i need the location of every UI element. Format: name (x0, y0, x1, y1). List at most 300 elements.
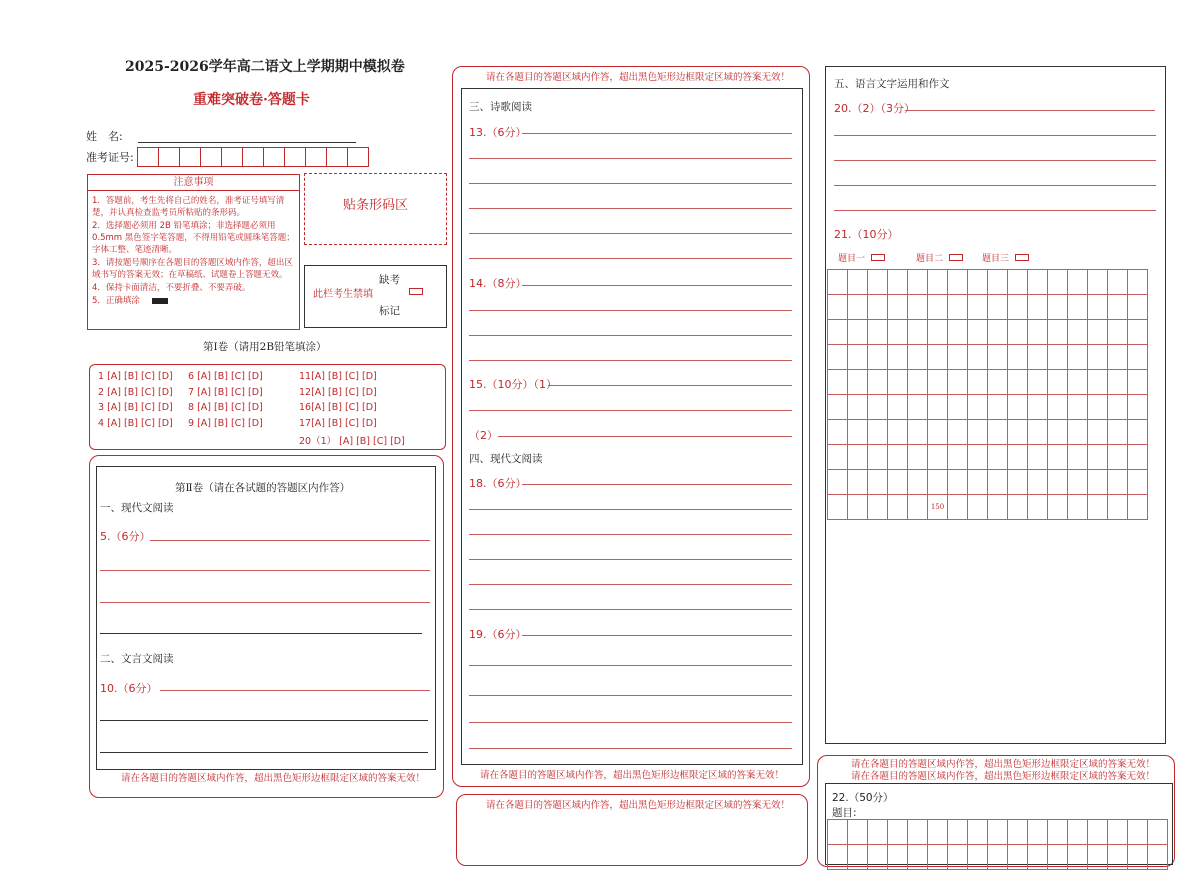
grid-cell[interactable] (1028, 295, 1048, 320)
grid-cell[interactable] (1068, 845, 1088, 870)
filled-mark-sample (152, 298, 168, 304)
absent-text: 缺考 (379, 274, 400, 286)
question-label: 21.（10分） (834, 228, 899, 241)
answer-line[interactable] (834, 160, 1156, 161)
grid-cell[interactable] (948, 495, 968, 520)
grid-cell[interactable] (868, 345, 888, 370)
answer-line[interactable] (522, 285, 792, 286)
grid-cell[interactable] (828, 395, 848, 420)
grid-cell[interactable] (908, 270, 928, 295)
grid-cell[interactable] (908, 295, 928, 320)
answer-line[interactable] (469, 509, 792, 510)
mark-text: 标记 (379, 305, 400, 317)
part1-title: 第Ⅰ卷（请用2B铅笔填涂） (203, 341, 327, 353)
grid-cell[interactable] (848, 320, 868, 345)
grid-cell[interactable] (868, 420, 888, 445)
grid-cell[interactable] (848, 295, 868, 320)
grid-cell[interactable] (1108, 470, 1128, 495)
grid-cell[interactable] (1008, 820, 1028, 845)
grid-cell[interactable] (928, 420, 948, 445)
grid-cell[interactable] (1028, 495, 1048, 520)
grid-cell[interactable] (828, 470, 848, 495)
answer-line[interactable] (150, 540, 430, 541)
grid-cell[interactable] (968, 270, 988, 295)
topic-option-label: 题目三 (982, 254, 1010, 264)
grid-cell[interactable] (848, 270, 868, 295)
answer-line[interactable] (469, 258, 792, 259)
grid-cell[interactable] (1028, 420, 1048, 445)
topic-label: 题目: (832, 807, 857, 819)
notice-box (87, 174, 300, 330)
grid-cell[interactable] (1108, 370, 1128, 395)
grid-cell[interactable] (1068, 370, 1088, 395)
grid-cell[interactable] (1008, 445, 1028, 470)
absent-checkbox[interactable] (409, 288, 423, 295)
grid-cell[interactable] (1108, 320, 1128, 345)
grid-cell[interactable] (908, 470, 928, 495)
grid-cell[interactable] (1108, 495, 1128, 520)
topic-checkbox[interactable] (871, 254, 885, 261)
grid-cell[interactable] (868, 295, 888, 320)
grid-cell[interactable] (1048, 295, 1068, 320)
grid-cell[interactable] (1048, 420, 1068, 445)
grid-cell[interactable] (888, 370, 908, 395)
absent-mark-box (304, 265, 447, 328)
grid-cell[interactable] (908, 420, 928, 445)
answer-line[interactable] (100, 720, 428, 721)
answer-line[interactable] (469, 310, 792, 311)
mc-row[interactable]: 3 [A] [B] [C] [D] (98, 402, 173, 413)
answer-line[interactable] (100, 633, 422, 634)
mc-col-3 (299, 371, 405, 449)
boundary-warning: 请在各题目的答题区域内作答，超出黑色矩形边框限定区域的答案无效！ (851, 759, 1156, 770)
grid-cell[interactable] (968, 495, 988, 520)
grid-cell[interactable] (968, 470, 988, 495)
answer-line[interactable] (469, 534, 792, 535)
grid-cell[interactable] (888, 395, 908, 420)
grid-cell[interactable] (848, 420, 868, 445)
answer-line[interactable] (469, 722, 792, 723)
grid-cell[interactable] (908, 495, 928, 520)
grid-cell[interactable] (1048, 495, 1068, 520)
answer-line[interactable] (469, 233, 792, 234)
grid-cell[interactable] (988, 845, 1008, 870)
boundary-warning: 请在各题目的答题区域内作答，超出黑色矩形边框限定区域的答案无效！ (851, 771, 1156, 782)
answer-line[interactable] (469, 208, 792, 209)
grid-cell[interactable] (988, 820, 1008, 845)
grid-cell[interactable] (1088, 820, 1108, 845)
notice-item: 5．正确填涂 (92, 296, 140, 306)
grid-cell[interactable] (1048, 820, 1068, 845)
grid-cell[interactable] (928, 395, 948, 420)
grid-cell[interactable] (1088, 420, 1108, 445)
grid-cell[interactable] (968, 320, 988, 345)
mc-row[interactable]: 12[A] [B] [C] [D] (299, 386, 377, 398)
grid-cell[interactable] (1088, 845, 1108, 870)
grid-cell[interactable] (1048, 470, 1068, 495)
grid-cell[interactable] (988, 495, 1008, 520)
grid-cell[interactable] (1028, 345, 1048, 370)
grid-cell[interactable] (928, 470, 948, 495)
answer-line[interactable] (160, 690, 430, 691)
grid-cell[interactable] (868, 470, 888, 495)
answer-line[interactable] (905, 110, 1155, 111)
grid-cell[interactable] (828, 845, 848, 870)
exam-title: 2025-2026学年高二语文上学期期中模拟卷 (125, 59, 405, 75)
grid-cell[interactable] (988, 320, 1008, 345)
answer-line[interactable] (522, 484, 792, 485)
grid-cell[interactable] (908, 345, 928, 370)
question-label: 13.（6分） (469, 126, 527, 139)
grid-cell[interactable] (1088, 495, 1108, 520)
grid-cell[interactable] (968, 420, 988, 445)
question-label: 14.（8分） (469, 277, 527, 290)
mc-row[interactable]: 6 [A] [B] [C] [D] (188, 371, 263, 382)
boundary-warning: 请在各题目的答题区域内作答，超出黑色矩形边框限定区域的答案无效！ (486, 72, 791, 83)
answer-line[interactable] (469, 609, 792, 610)
grid-cell[interactable] (868, 495, 888, 520)
grid-cell[interactable] (1068, 420, 1088, 445)
question-label: 19.（6分） (469, 628, 527, 641)
exam-no-boxes[interactable] (138, 147, 369, 167)
grid-cell[interactable] (1048, 445, 1068, 470)
grid-cell[interactable] (1068, 345, 1088, 370)
grid-cell[interactable] (1108, 420, 1128, 445)
grid-cell[interactable] (928, 345, 948, 370)
notice-item: 4．保持卡面清洁，不要折叠、不要弄破。 (92, 283, 251, 293)
mc-row[interactable]: 8 [A] [B] [C] [D] (188, 402, 263, 413)
grid-cell[interactable] (828, 345, 848, 370)
answer-line[interactable] (469, 335, 792, 336)
answer-line[interactable] (469, 360, 792, 361)
grid-cell[interactable] (1128, 470, 1148, 495)
grid-cell[interactable] (908, 395, 928, 420)
grid-cell[interactable] (1128, 495, 1148, 520)
grid-cell[interactable] (888, 470, 908, 495)
boundary-warning: 请在各题目的答题区域内作答，超出黑色矩形边框限定区域的答案无效！ (121, 773, 426, 784)
answer-line[interactable] (100, 602, 430, 603)
boundary-warning: 请在各题目的答题区域内作答，超出黑色矩形边框限定区域的答案无效！ (480, 770, 785, 781)
grid-cell[interactable] (1088, 270, 1108, 295)
grid-cell[interactable] (828, 320, 848, 345)
grid-cell[interactable] (828, 445, 848, 470)
grid-cell[interactable] (988, 470, 1008, 495)
question-label: 15.（10分）（1） (469, 378, 557, 391)
grid-cell[interactable] (868, 845, 888, 870)
answer-line[interactable] (522, 635, 792, 636)
notice-title: 注意事项 (88, 175, 299, 191)
grid-cell[interactable] (848, 470, 868, 495)
grid-cell[interactable] (1128, 320, 1148, 345)
absent-restricted-label: 此栏考生禁填 (313, 289, 373, 300)
grid-cell[interactable] (848, 345, 868, 370)
grid-cell[interactable] (1108, 820, 1128, 845)
grid-cell[interactable] (868, 370, 888, 395)
grid-cell[interactable] (928, 320, 948, 345)
grid-cell[interactable] (928, 270, 948, 295)
grid-cell[interactable] (1008, 270, 1028, 295)
grid-cell[interactable] (1048, 845, 1068, 870)
grid-cell[interactable] (948, 820, 968, 845)
grid-cell[interactable] (1028, 370, 1048, 395)
grid-cell[interactable] (1108, 295, 1128, 320)
answer-line[interactable] (100, 570, 430, 571)
mc-row[interactable]: 4 [A] [B] [C] [D] (98, 417, 173, 429)
grid-cell[interactable] (1028, 445, 1048, 470)
grid-cell[interactable] (848, 845, 868, 870)
grid-cell[interactable] (868, 445, 888, 470)
boundary-warning: 请在各题目的答题区域内作答，超出黑色矩形边框限定区域的答案无效！ (486, 800, 791, 811)
grid-cell[interactable] (988, 420, 1008, 445)
mc-row[interactable]: 16[A] [B] [C] [D] (299, 402, 377, 413)
grid-cell[interactable] (1028, 270, 1048, 295)
grid-cell[interactable] (1128, 820, 1148, 845)
grid-cell[interactable] (848, 495, 868, 520)
grid-cell[interactable] (968, 395, 988, 420)
grid-cell[interactable] (828, 495, 848, 520)
mc-row[interactable]: 9 [A] [B] [C] [D] (188, 417, 263, 429)
essay-grid[interactable] (827, 819, 1168, 870)
grid-cell[interactable] (1008, 470, 1028, 495)
grid-cell[interactable] (928, 445, 948, 470)
grid-cell[interactable] (868, 820, 888, 845)
grid-cell[interactable] (1128, 420, 1148, 445)
section-title: 二、文言文阅读 (100, 653, 174, 665)
mc-row[interactable]: 1 [A] [B] [C] [D] (98, 371, 173, 382)
grid-cell[interactable] (968, 820, 988, 845)
grid-cell[interactable] (848, 820, 868, 845)
mc-row[interactable]: 11[A] [B] [C] [D] (299, 371, 377, 382)
grid-cell[interactable] (888, 270, 908, 295)
grid-cell[interactable] (1108, 345, 1128, 370)
name-label: 姓 名: (86, 130, 123, 143)
question-label: 10.（6分） (100, 682, 158, 695)
answer-line[interactable] (469, 748, 792, 749)
grid-cell[interactable] (1008, 320, 1028, 345)
answer-line[interactable] (469, 559, 792, 560)
notice-item: 1．答题前，考生先将自己的姓名，准考证号填写清楚，并认真检查监考员所粘贴的条形码。 (92, 196, 285, 218)
grid-cell[interactable] (968, 345, 988, 370)
grid-cell[interactable] (1008, 495, 1028, 520)
grid-cell[interactable] (1068, 495, 1088, 520)
grid-cell[interactable] (928, 370, 948, 395)
answer-line[interactable] (469, 410, 792, 411)
grid-cell[interactable] (928, 845, 948, 870)
grid-cell[interactable] (1088, 470, 1108, 495)
grid-cell[interactable] (1008, 420, 1028, 445)
grid-cell[interactable] (928, 820, 948, 845)
grid-cell[interactable] (1008, 370, 1028, 395)
question-label: 22.（50分） (832, 792, 894, 804)
grid-cell[interactable] (948, 270, 968, 295)
grid-cell[interactable] (988, 370, 1008, 395)
grid-cell[interactable] (848, 370, 868, 395)
topic-checkbox[interactable] (949, 254, 963, 261)
grid-cell[interactable] (1008, 295, 1028, 320)
grid-cell[interactable] (1048, 395, 1068, 420)
grid-cell[interactable] (1088, 320, 1108, 345)
grid-cell[interactable] (1068, 270, 1088, 295)
answer-line[interactable] (100, 752, 428, 753)
section-title: 五、语言文字运用和作文 (834, 78, 950, 90)
grid-cell[interactable] (1068, 320, 1088, 345)
grid-cell[interactable] (888, 495, 908, 520)
answer-line[interactable] (834, 135, 1156, 136)
grid-cell[interactable] (1128, 370, 1148, 395)
grid-cell[interactable] (1008, 345, 1028, 370)
mc-row[interactable]: 7 [A] [B] [C] [D] (188, 386, 263, 398)
essay-grid[interactable] (827, 269, 1148, 520)
mc-col-2 (188, 371, 263, 433)
grid-cell[interactable] (1008, 845, 1028, 870)
grid-cell[interactable] (988, 395, 1008, 420)
grid-cell[interactable] (1048, 345, 1068, 370)
grid-cell[interactable] (1028, 320, 1048, 345)
exam-no-label: 准考证号: (86, 151, 134, 164)
grid-cell[interactable] (868, 395, 888, 420)
barcode-area (304, 173, 447, 245)
grid-cell[interactable] (968, 370, 988, 395)
grid-cell[interactable] (1088, 395, 1108, 420)
grid-cell[interactable] (1028, 845, 1048, 870)
middle-inner-box (461, 88, 803, 765)
grid-cell[interactable] (1108, 395, 1128, 420)
question-label: 18.（6分） (469, 477, 527, 490)
grid-cell[interactable] (888, 345, 908, 370)
grid-cell[interactable] (988, 295, 1008, 320)
grid-cell[interactable] (988, 270, 1008, 295)
grid-cell[interactable] (988, 345, 1008, 370)
grid-cell[interactable] (968, 845, 988, 870)
notice-item: 3．请按题号顺序在各题目的答题区域内作答，超出区域书写的答案无效；在草稿纸、试题卷上答题无效。 (92, 258, 293, 280)
grid-cell[interactable] (1028, 395, 1048, 420)
grid-cell[interactable] (948, 320, 968, 345)
grid-cell[interactable] (888, 320, 908, 345)
grid-cell[interactable] (1088, 295, 1108, 320)
grid-cell[interactable] (888, 295, 908, 320)
grid-cell[interactable] (968, 445, 988, 470)
grid-cell[interactable] (1028, 470, 1048, 495)
grid-count-marker[interactable]: 150 (928, 495, 948, 520)
grid-cell[interactable] (1068, 820, 1088, 845)
grid-cell[interactable] (1128, 445, 1148, 470)
notice-item: 2．选择题必须用 2B 铅笔填涂；非选择题必须用 0.5mm 黑色签字笔答题，不得用铅笔或圆珠笔答题；字体工整、笔迹清晰。 (92, 221, 295, 255)
answer-line[interactable] (834, 210, 1156, 211)
grid-cell[interactable] (848, 445, 868, 470)
grid-cell[interactable] (1108, 270, 1128, 295)
grid-cell[interactable] (1088, 370, 1108, 395)
grid-cell[interactable] (1068, 295, 1088, 320)
grid-cell[interactable] (908, 845, 928, 870)
grid-cell[interactable] (1108, 845, 1128, 870)
answer-line[interactable] (498, 436, 792, 437)
section-title: 四、现代文阅读 (469, 453, 543, 465)
grid-cell[interactable] (948, 370, 968, 395)
grid-cell[interactable] (828, 420, 848, 445)
grid-cell[interactable] (1068, 470, 1088, 495)
grid-cell[interactable] (1128, 345, 1148, 370)
mc-col-1 (98, 371, 173, 433)
name-field[interactable] (138, 142, 356, 143)
grid-cell[interactable] (948, 845, 968, 870)
barcode-label: 贴条形码区 (342, 198, 408, 213)
grid-cell[interactable] (848, 395, 868, 420)
grid-cell[interactable] (1128, 270, 1148, 295)
question-label: 20.（2）（3分） (834, 102, 915, 115)
grid-cell[interactable] (828, 295, 848, 320)
grid-cell[interactable] (1148, 845, 1168, 870)
grid-cell[interactable] (1128, 295, 1148, 320)
grid-cell[interactable] (888, 420, 908, 445)
grid-cell[interactable] (1068, 445, 1088, 470)
grid-cell[interactable] (828, 370, 848, 395)
answer-line[interactable] (469, 158, 792, 159)
grid-cell[interactable] (908, 820, 928, 845)
grid-cell[interactable] (928, 295, 948, 320)
topic-checkbox[interactable] (1015, 254, 1029, 261)
grid-cell[interactable] (1048, 370, 1068, 395)
grid-cell[interactable] (1088, 445, 1108, 470)
grid-cell[interactable] (1108, 445, 1128, 470)
grid-cell[interactable] (1088, 345, 1108, 370)
grid-cell[interactable] (828, 820, 848, 845)
grid-cell[interactable] (888, 845, 908, 870)
section-title: 三、诗歌阅读 (469, 101, 532, 113)
grid-cell[interactable] (968, 295, 988, 320)
grid-cell[interactable] (1128, 395, 1148, 420)
grid-cell[interactable] (1008, 395, 1028, 420)
grid-cell[interactable] (868, 270, 888, 295)
grid-cell[interactable] (1048, 320, 1068, 345)
grid-cell[interactable] (948, 445, 968, 470)
question-label: 5.（6分） (100, 530, 151, 543)
grid-cell[interactable] (1068, 395, 1088, 420)
grid-cell[interactable] (1028, 820, 1048, 845)
mc-row[interactable]: 2 [A] [B] [C] [D] (98, 386, 173, 398)
answer-line[interactable] (522, 133, 792, 134)
grid-cell[interactable] (828, 270, 848, 295)
answer-line[interactable] (469, 695, 792, 696)
grid-cell[interactable] (948, 420, 968, 445)
grid-cell[interactable] (908, 370, 928, 395)
mc-row[interactable]: 17[A] [B] [C] [D] (299, 417, 377, 429)
answer-line[interactable] (469, 183, 792, 184)
grid-cell[interactable] (908, 445, 928, 470)
grid-cell[interactable] (948, 395, 968, 420)
section-title: 一、现代文阅读 (100, 502, 174, 514)
question-label: （2） (469, 429, 498, 442)
part2-title: 第Ⅱ卷（请在各试题的答题区内作答） (175, 482, 351, 494)
answer-line[interactable] (469, 584, 792, 585)
answer-line[interactable] (548, 385, 792, 386)
grid-cell[interactable] (868, 320, 888, 345)
topic-option-label: 题目二 (916, 254, 944, 264)
topic-option-label: 题目一 (838, 254, 866, 264)
grid-cell[interactable] (948, 470, 968, 495)
grid-cell[interactable] (1048, 270, 1068, 295)
grid-cell[interactable] (948, 345, 968, 370)
grid-cell[interactable] (1148, 820, 1168, 845)
grid-cell[interactable] (908, 320, 928, 345)
grid-cell[interactable] (948, 295, 968, 320)
mc-row[interactable]: 20（1） [A] [B] [C] [D] (299, 436, 405, 447)
answer-line[interactable] (834, 185, 1156, 186)
grid-cell[interactable] (988, 445, 1008, 470)
grid-cell[interactable] (1128, 845, 1148, 870)
grid-cell[interactable] (888, 445, 908, 470)
grid-cell[interactable] (888, 820, 908, 845)
answer-line[interactable] (469, 665, 792, 666)
